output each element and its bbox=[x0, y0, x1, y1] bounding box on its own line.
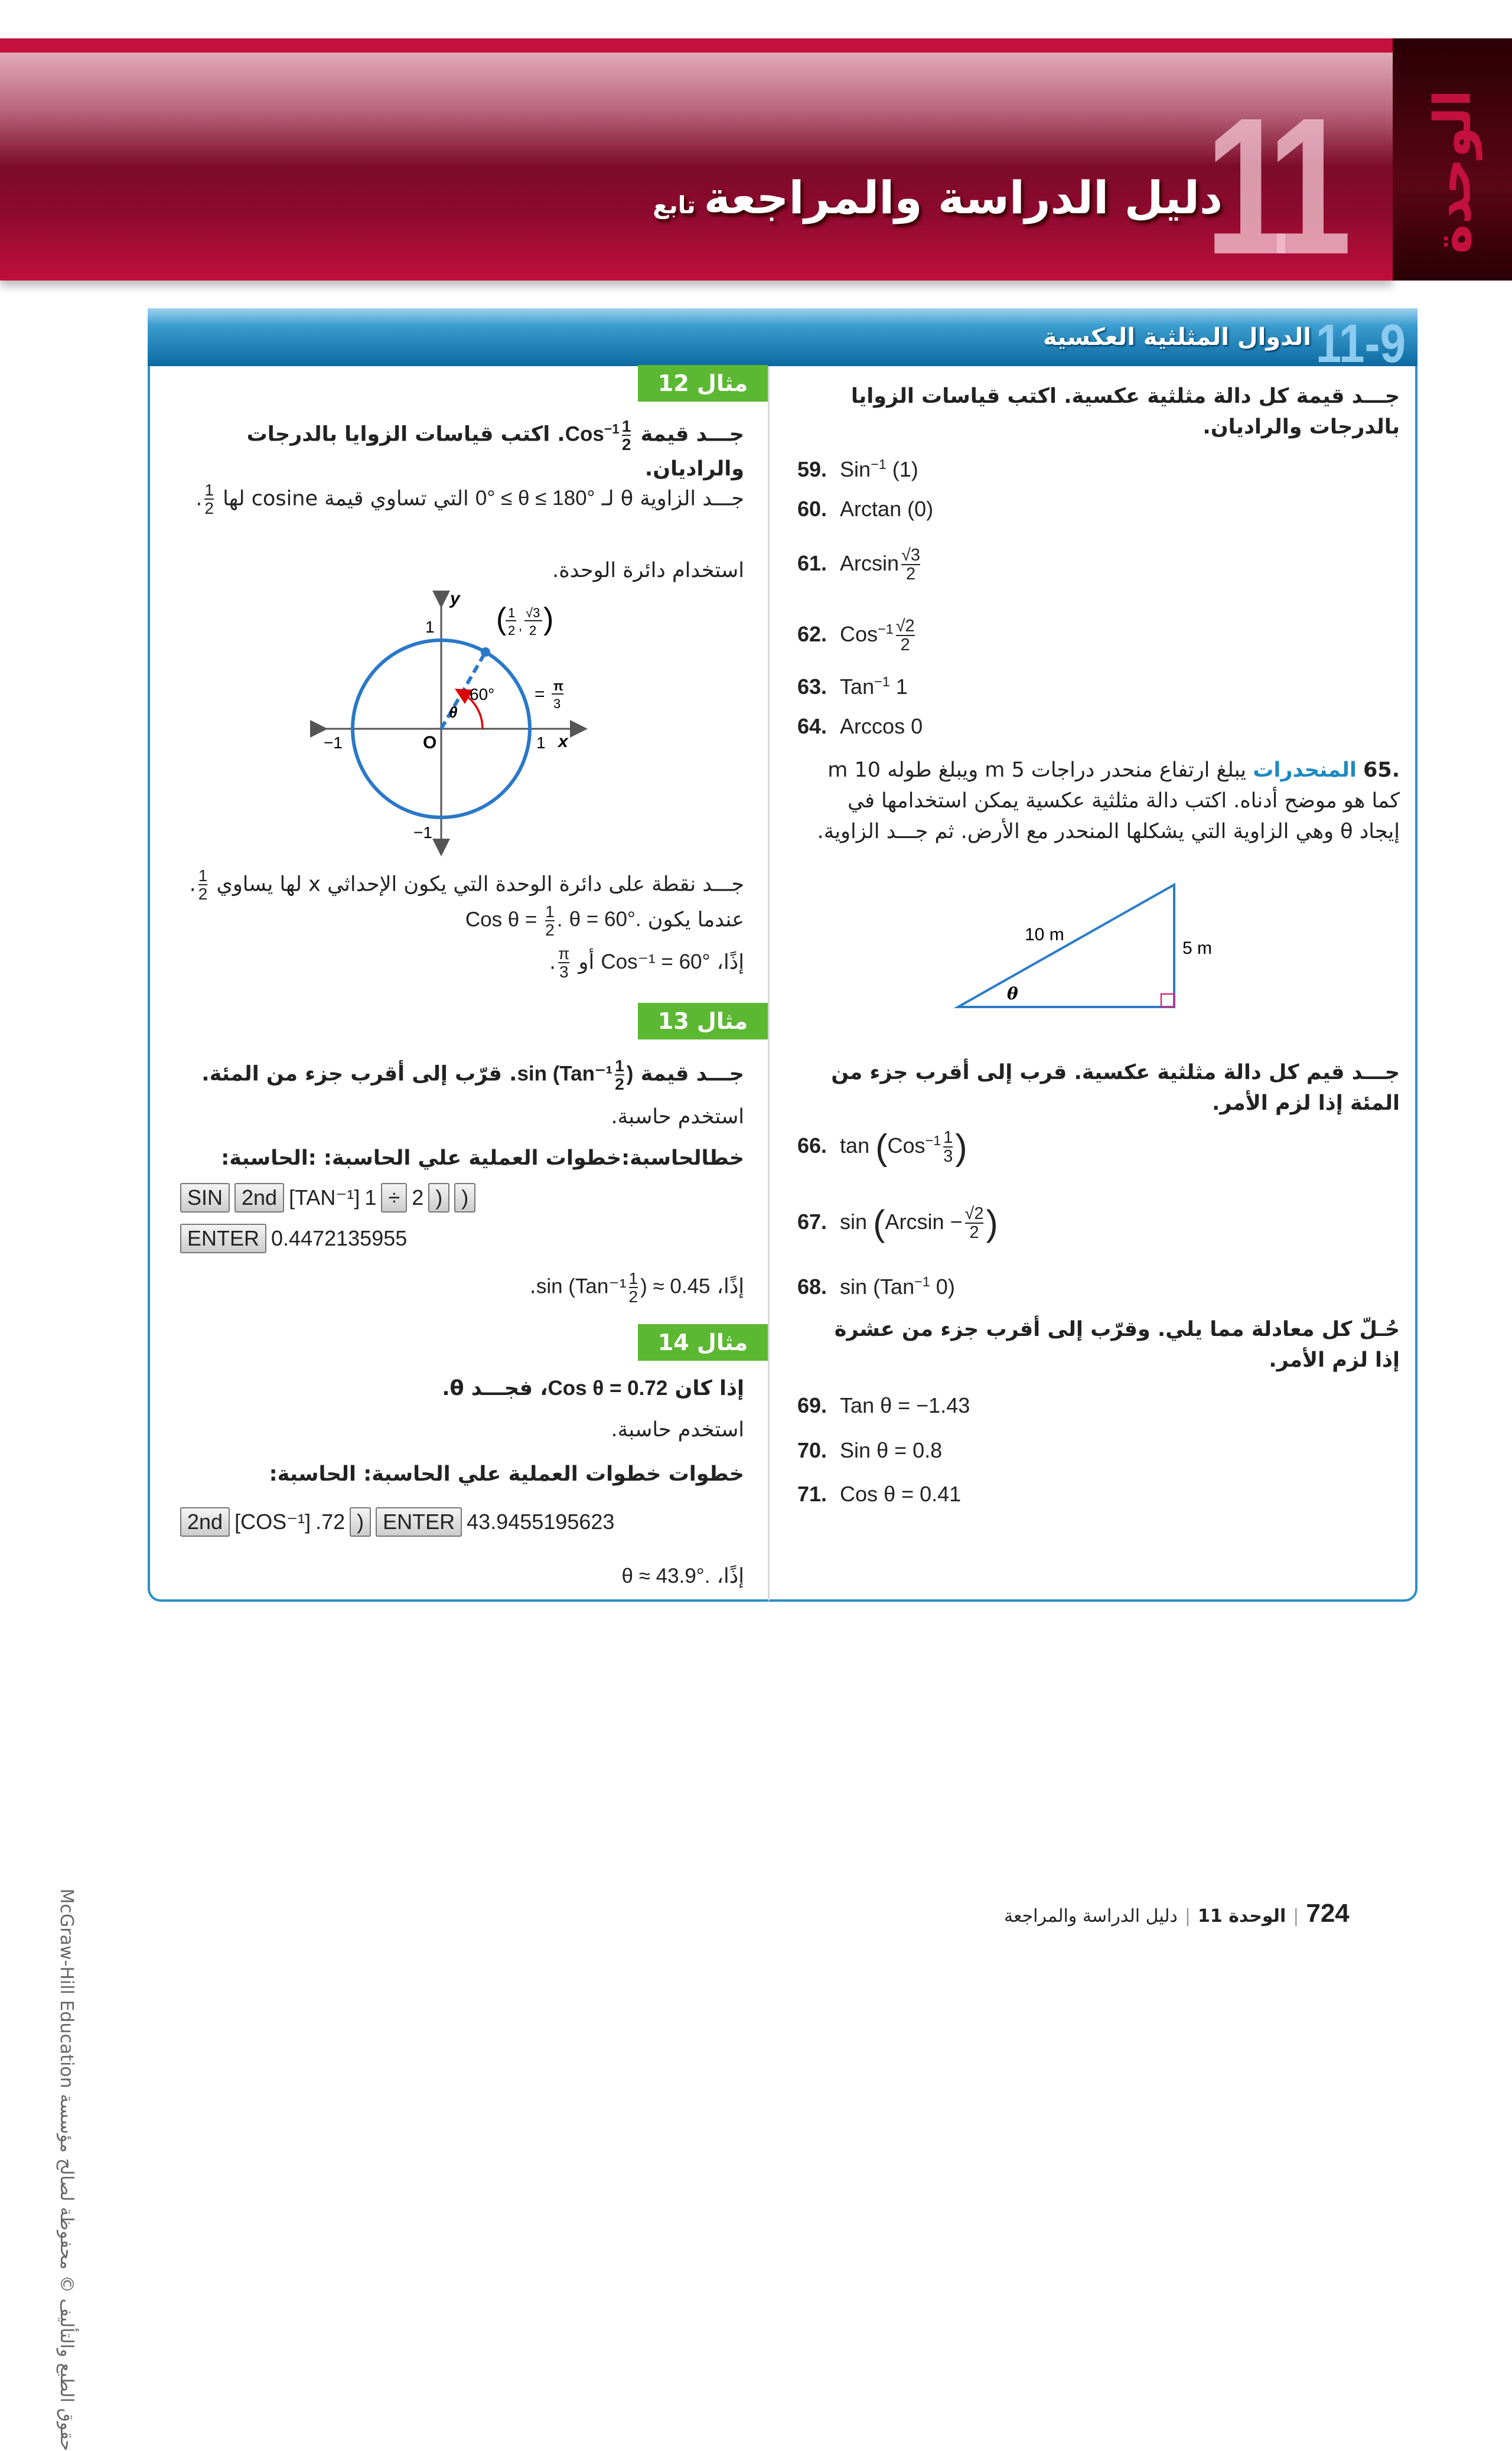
calculator-key: ENTER bbox=[180, 1224, 266, 1253]
y-tick-1: 1 bbox=[425, 618, 435, 636]
keystroke-text: 0.4472135955 bbox=[271, 1226, 408, 1250]
example-12-question: جـــد قيمة Cos$^{-1}$ $\frac{1}{2}$ . اكتب قياسات الزوايا بالدرجات والراديان. bbox=[246, 417, 744, 481]
example-12-result: إذًا، Cos⁻¹ = 60° أو $\frac{\pi}{3}$ . bbox=[549, 944, 744, 982]
calculator-key: ) bbox=[454, 1183, 475, 1213]
example-14-question: إذا كان Cos θ = 0.72، فجـــد θ. bbox=[442, 1377, 744, 1400]
exercise-71: 71. Cos θ = 0.41 bbox=[797, 1482, 962, 1506]
height-label: 5 m bbox=[1182, 938, 1213, 958]
keystroke-text: .72 bbox=[315, 1510, 346, 1534]
unit-number: 11 bbox=[1205, 77, 1338, 295]
example-13-result: إذًا، sin (Tan⁻¹ $\frac{1}{2}$ ) ≈ 0.45. bbox=[529, 1269, 744, 1306]
x-axis-label: x bbox=[558, 732, 568, 751]
theta-label: θ bbox=[449, 703, 458, 721]
ramp-triangle-figure bbox=[945, 874, 1213, 1022]
keystroke-text: [COS⁻¹] bbox=[234, 1510, 311, 1534]
page-title bbox=[653, 171, 1223, 224]
calculator-key: SIN bbox=[180, 1183, 230, 1213]
x-tick-neg1: −1 bbox=[324, 734, 343, 752]
point-x-num: 1 bbox=[508, 605, 516, 620]
exercise-65: .65 المنحدرات يبلغ ارتفاع منحدر دراجات 5 m ويبلغ طوله 10 m كما هو موضح أدناه. اكتب دالة مثلثية عكسية يمكن استخدامها في إيجاد θ وهي الزاوية التي يشكلها المنحدر مع الأرض. ثم جـــد الزاوية. bbox=[817, 758, 1400, 843]
calculator-key: ) bbox=[350, 1507, 371, 1537]
exercise-instructions-1: جـــد قيمة كل دالة مثلثية عكسية. اكتب قياسات الزوايا بالدرجات والراديان. bbox=[850, 384, 1400, 439]
exercise-61: 61. Arcsin $\frac{√3}{2}$ bbox=[797, 546, 920, 584]
example-14-badge: مثال 14 bbox=[638, 1324, 768, 1361]
keystroke-text: 2 bbox=[412, 1185, 424, 1210]
keystroke-text: 43.9455195623 bbox=[467, 1510, 615, 1534]
point-paren-close: ) bbox=[543, 602, 554, 636]
example-14-steps-heading: خطوات خطوات العملية علي الحاسبة: الحاسبة: bbox=[269, 1462, 744, 1486]
header-top-line bbox=[0, 38, 1393, 53]
example-14-result: إذًا، θ ≈ 43.9°. bbox=[621, 1565, 744, 1588]
example-13-badge: مثال 13 bbox=[638, 1003, 768, 1039]
footer-unit: الوحدة 11 bbox=[1198, 1906, 1286, 1927]
exercise-68: 68. sin (Tan$^{-1}$ 0) bbox=[797, 1274, 955, 1299]
point-paren-open: ( bbox=[496, 602, 507, 636]
calculator-key: ) bbox=[428, 1183, 449, 1213]
pi-denominator: 3 bbox=[553, 696, 561, 711]
calculator-key: ÷ bbox=[381, 1183, 407, 1213]
exercise-60: 60. Arctan (0) bbox=[797, 497, 934, 521]
example-13-question: جـــد قيمة sin (Tan⁻¹ $\frac{1}{2}$ ). قرّب إلى أقرب جزء من المئة. bbox=[201, 1057, 744, 1094]
page-footer: 724|الوحدة 11|دليل الدراسة والمراجعة bbox=[1004, 1899, 1350, 1928]
calculator-key: 2nd bbox=[234, 1183, 284, 1213]
point-y-den: 2 bbox=[529, 623, 537, 638]
y-tick-neg1: −1 bbox=[413, 823, 432, 842]
copyright-notice: حقوق الطبع والتأليف © محفوظة لصالح مؤسسة McGraw-Hill Education bbox=[56, 1888, 77, 2451]
origin-label: O bbox=[423, 733, 437, 752]
example-12-badge: مثال 12 bbox=[638, 365, 768, 402]
example-13-hint: استخدم حاسبة. bbox=[611, 1105, 744, 1129]
angle-label: θ bbox=[1007, 984, 1018, 1003]
point-comma: , bbox=[519, 618, 523, 633]
triangle bbox=[958, 885, 1174, 1007]
exercise-70: 70. Sin θ = 0.8 bbox=[797, 1438, 943, 1462]
right-angle-marker bbox=[1161, 994, 1174, 1007]
example-13-keystrokes-2 bbox=[180, 1224, 407, 1253]
angle-degree-label: 60° bbox=[470, 685, 495, 703]
example-12-step-1: جـــد الزاوية θ لـ 0° ≤ θ ≤ 180° التي تساوي قيمة cosine لها $\frac{1}{2}$ . bbox=[195, 481, 744, 518]
point-y-num: √3 bbox=[526, 605, 540, 620]
keystroke-text: [TAN⁻¹] bbox=[289, 1185, 360, 1210]
hypotenuse-label: 10 m bbox=[1025, 925, 1064, 944]
exercise-62: 62. Cos$^{-1}$ $\frac{√2}{2}$ bbox=[797, 617, 915, 655]
exercise-instructions-3: حُـلّ كل معادلة مما يلي. وقرّب إلى أقرب جزء من عشرة إذا لزم الأمر. bbox=[834, 1318, 1400, 1372]
lesson-title: الدوال المثلثية العكسية bbox=[1043, 324, 1311, 351]
pi-numerator: π bbox=[553, 679, 563, 693]
example-12-step-2: استخدام دائرة الوحدة. bbox=[552, 559, 744, 582]
unit-circle-diagram bbox=[307, 589, 602, 853]
page-number: 724 bbox=[1306, 1899, 1350, 1928]
example-14-hint: استخدم حاسبة. bbox=[611, 1418, 744, 1442]
header-banner bbox=[0, 53, 1393, 295]
exercise-66: 66. tan (Cos$^{-1}$ $\frac{1}{3}$ ) bbox=[797, 1127, 967, 1168]
exercise-69: 69. Tan θ = −1.43 bbox=[797, 1393, 970, 1417]
exercise-64: 64. Arccos 0 bbox=[797, 714, 923, 738]
lesson-number: 11-9 bbox=[1315, 314, 1406, 374]
equals-sign: = bbox=[535, 685, 545, 704]
calculator-key: 2nd bbox=[180, 1507, 230, 1537]
y-axis-label: y bbox=[450, 589, 460, 608]
keystroke-text: 1 bbox=[364, 1185, 377, 1210]
exercise-instructions-2: جـــد قيم كل دالة مثلثية عكسية. قرب إلى أقرب جزء من المئة إذا لزم الأمر. bbox=[831, 1061, 1400, 1115]
exercise-67: 67. sin (Arcsin − $\frac{√2}{2}$ ) bbox=[797, 1203, 998, 1244]
x-tick-1: 1 bbox=[536, 734, 546, 752]
example-14-keystrokes bbox=[180, 1507, 614, 1537]
point-x-den: 2 bbox=[508, 623, 516, 638]
title-text: دليل الدراسة والمراجعة bbox=[703, 171, 1223, 224]
example-13-steps-heading: خطالحاسبة:خطوات العملية علي الحاسبة: :الحاسبة: bbox=[221, 1146, 744, 1170]
calculator-key: ENTER bbox=[376, 1507, 462, 1537]
example-13-keystrokes-1 bbox=[180, 1183, 475, 1213]
exercise-59: 59. Sin$^{-1}$ (1) bbox=[797, 457, 918, 481]
unit-label: الوحدة bbox=[1423, 89, 1482, 254]
example-12-step-3: جـــد نقطة على دائرة الوحدة التي يكون الإحداثي x لها يساوي $\frac{1}{2}$ . عندما يكون θ = 60°. Cos θ = $\frac{1}{2}$ . bbox=[189, 866, 744, 940]
title-suffix: تابع bbox=[653, 192, 696, 219]
column-divider bbox=[768, 366, 770, 1601]
exercise-63: 63. Tan$^{-1}$ 1 bbox=[797, 674, 908, 699]
point-on-circle bbox=[481, 647, 490, 657]
footer-title: دليل الدراسة والمراجعة bbox=[1004, 1906, 1178, 1927]
